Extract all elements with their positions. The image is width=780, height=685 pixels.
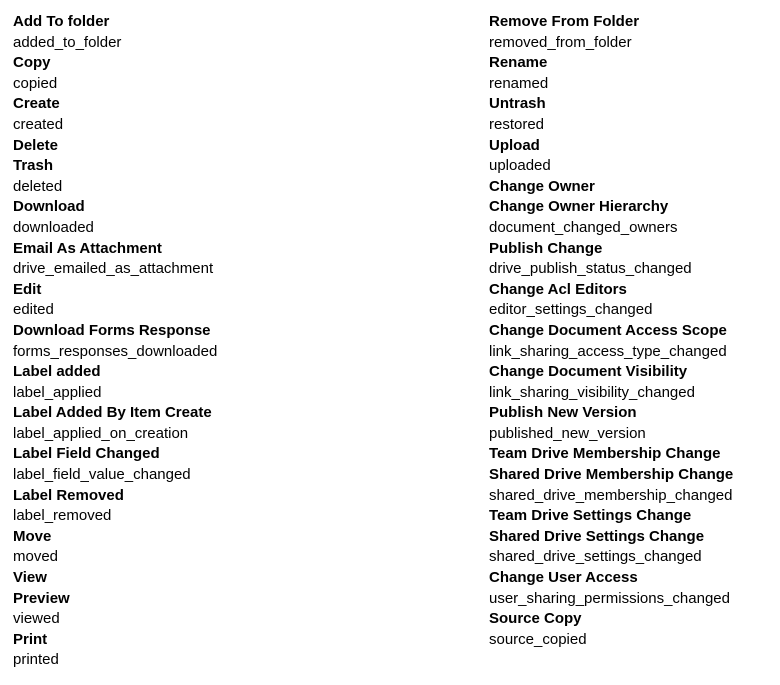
- event-name: Copy: [13, 54, 51, 72]
- event-code: label_field_value_changed: [13, 466, 191, 484]
- event-code: forms_responses_downloaded: [13, 342, 218, 360]
- event-code: editor_settings_changed: [489, 301, 653, 319]
- event-name: Change User Access: [489, 569, 638, 587]
- event-name: Label Field Changed: [13, 445, 160, 463]
- event-name: Publish Change: [489, 239, 603, 257]
- event-name: Source Copy: [489, 610, 582, 628]
- event-name: View: [13, 569, 47, 587]
- event-code: drive_emailed_as_attachment: [13, 260, 214, 278]
- event-name: Create: [13, 95, 60, 113]
- event-name: Change Owner: [489, 177, 595, 195]
- event-code: copied: [13, 74, 58, 92]
- event-code: added_to_folder: [13, 33, 122, 51]
- left-column: [13, 12, 217, 671]
- event-code: printed: [13, 651, 59, 669]
- event-name: Team Drive Membership Change: [489, 445, 721, 463]
- event-name: Rename: [489, 54, 548, 72]
- event-code: link_sharing_visibility_changed: [489, 383, 695, 401]
- event-name: Label Removed: [13, 486, 124, 504]
- event-code: deleted: [13, 177, 63, 195]
- event-code: label_applied_on_creation: [13, 424, 189, 442]
- event-code: shared_drive_settings_changed: [489, 548, 702, 566]
- event-code: label_applied: [13, 383, 102, 401]
- event-name: Change Document Access Scope: [489, 321, 727, 339]
- event-name: Upload: [489, 136, 540, 154]
- event-code: drive_publish_status_changed: [489, 260, 692, 278]
- event-name: Move: [13, 527, 52, 545]
- event-code: removed_from_folder: [489, 33, 632, 51]
- event-code: user_sharing_permissions_changed: [489, 589, 730, 607]
- event-code: published_new_version: [489, 424, 646, 442]
- event-name: Label added: [13, 363, 101, 381]
- event-code: moved: [13, 548, 59, 566]
- event-code: uploaded: [489, 157, 551, 175]
- event-name: Trash: [13, 157, 54, 175]
- event-name: Delete: [13, 136, 59, 154]
- event-code: renamed: [489, 74, 549, 92]
- event-code: document_changed_owners: [489, 218, 678, 236]
- event-name: Print: [13, 630, 48, 648]
- event-code: created: [13, 115, 64, 133]
- event-code: restored: [489, 115, 545, 133]
- event-name: Edit: [13, 280, 42, 298]
- event-code: edited: [13, 301, 54, 319]
- event-code: source_copied: [489, 630, 587, 648]
- event-code: downloaded: [13, 218, 94, 236]
- event-name: Download: [13, 198, 85, 216]
- event-code: viewed: [13, 610, 60, 628]
- event-name: Add To folder: [13, 13, 110, 30]
- event-name: Label Added By Item Create: [13, 404, 212, 422]
- event-name: Download Forms Response: [13, 321, 211, 339]
- event-name: Email As Attachment: [13, 239, 162, 257]
- event-name: Change Acl Editors: [489, 280, 627, 298]
- event-name: Change Document Visibility: [489, 363, 688, 381]
- event-code: shared_drive_membership_changed: [489, 486, 733, 504]
- event-name: Untrash: [489, 95, 546, 113]
- event-name: Team Drive Settings Change: [489, 507, 692, 525]
- right-column: [489, 12, 733, 650]
- event-code: label_removed: [13, 507, 112, 525]
- event-code: link_sharing_access_type_changed: [489, 342, 727, 360]
- event-name: Publish New Version: [489, 404, 637, 422]
- event-name: Shared Drive Membership Change: [489, 466, 734, 484]
- event-name: Remove From Folder: [489, 13, 640, 30]
- event-name: Shared Drive Settings Change: [489, 527, 705, 545]
- event-name: Change Owner Hierarchy: [489, 198, 669, 216]
- event-name: Preview: [13, 589, 70, 607]
